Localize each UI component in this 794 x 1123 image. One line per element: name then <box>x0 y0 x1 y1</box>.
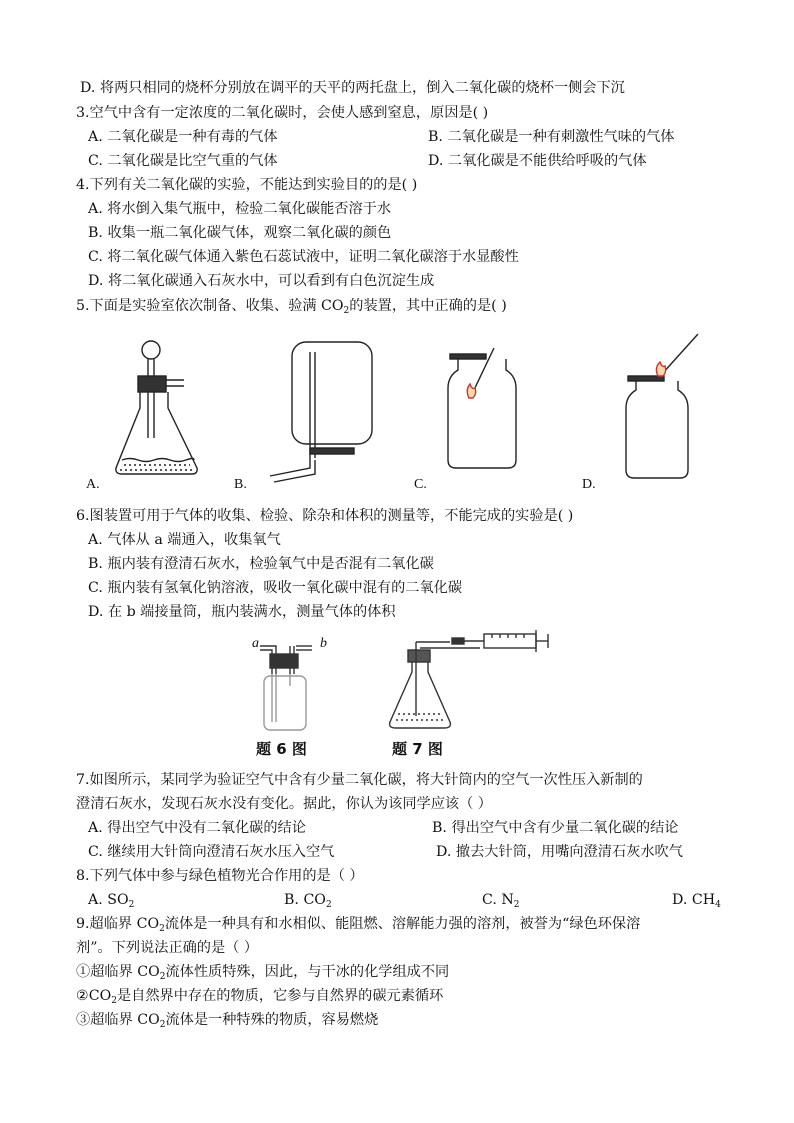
q7-option-b: B. 得出空气中含有少量二氧化碳的结论 <box>432 820 679 836</box>
flame-icon <box>656 362 665 376</box>
q8-option-b: B. $CO_2$ <box>284 892 332 910</box>
q3-option-b: B. 二氧化碳是一种有刺激性气味的气体 <box>428 129 675 145</box>
q7-option-a: A. 得出空气中没有二氧化碳的结论 <box>88 820 306 836</box>
q4-option-b: B. 收集一瓶二氧化碳气体，观察二氧化碳的颜色 <box>88 225 392 241</box>
q9-stem-line1: 9.超临界 $CO_2$流体是一种具有和水相似、能阻燃、溶解能力强的溶剂，被誉为“绿色环保溶 <box>76 916 641 934</box>
gas-bottle-icon <box>448 348 516 468</box>
flask-apparatus-icon <box>390 642 480 728</box>
q6-stem: 6.图装置可用于气体的收集、检验、除杂和体积的测量等，不能完成的实验是( ) <box>76 508 574 524</box>
flask-apparatus-icon <box>116 341 197 474</box>
q3-option-c: C. 二氧化碳是比空气重的气体 <box>88 153 278 169</box>
q8-stem: 8.下列气体中参与绿色植物光合作用的是（ ） <box>76 868 364 884</box>
q9-item-1: ①超临界 $CO_2$流体性质特殊，因此，与干冰的化学组成不同 <box>76 964 450 982</box>
q4-option-c: C. 将二氧化碳气体通入紫色石蕊试液中，证明二氧化碳溶于水显酸性 <box>88 249 519 265</box>
q3-option-a: A. 二氧化碳是一种有毒的气体 <box>88 129 278 145</box>
q9-item-2: $②CO_2$是自然界中存在的物质，它参与自然界的碳元素循环 <box>76 988 444 1006</box>
q3-stem: 3.空气中含有一定浓度的二氧化碳时，会使人感到窒息，原因是( ) <box>76 105 489 121</box>
q8-option-c: C. $N_2$ <box>482 892 520 910</box>
q7-stem-line1: 7.如图所示，某同学为验证空气中含有少量二氧化碳，将大针筒内的空气一次性压入新制的 <box>76 772 643 788</box>
q7-option-c: C. 继续用大针筒向澄清石灰水压入空气 <box>88 844 335 860</box>
q9-stem-line2: 剂”。下列说法正确的是（ ） <box>76 940 259 956</box>
q5-label-d: D. <box>582 477 596 492</box>
gas-bottle-icon <box>260 646 312 730</box>
q8-option-d: D. $CH_4$ <box>672 892 721 910</box>
gas-bottle-icon <box>270 342 372 482</box>
q8-option-a: A. $SO_2$ <box>88 892 135 910</box>
q3-option-d: D. 二氧化碳是不能供给呼吸的气体 <box>428 153 647 169</box>
q6-option-a: A. 气体从 a 端通入，收集氧气 <box>88 532 281 548</box>
q2-option-d: D. 将两只相同的烧杯分别放在调平的天平的两托盘上，倒入二氧化碳的烧杯一侧会下沉 <box>80 80 625 96</box>
q6-q7-figures <box>230 626 560 740</box>
fig6-caption: 题 6 图 <box>256 740 307 758</box>
fig6-label-a: a <box>252 636 259 651</box>
q5-apparatus-figures <box>80 328 720 494</box>
q4-option-a: A. 将水倒入集气瓶中，检验二氧化碳能否溶于水 <box>88 201 392 217</box>
flame-icon <box>467 384 475 398</box>
fig6-label-b: b <box>320 636 327 651</box>
q4-stem: 4.下列有关二氧化碳的实验，不能达到实验目的的是( ) <box>76 177 418 193</box>
q6-option-d: D. 在 b 端接量筒，瓶内装满水，测量气体的体积 <box>88 604 396 620</box>
q5-stem: 5.下面是实验室依次制备、收集、验满 $CO_2$的装置，其中正确的是( ) <box>76 298 507 316</box>
q5-label-b: B. <box>234 477 247 492</box>
q9-item-3: ③超临界 $CO_2$流体是一种特殊的物质，容易燃烧 <box>76 1012 379 1030</box>
q7-option-d: D. 撤去大针筒，用嘴向澄清石灰水吹气 <box>436 844 683 860</box>
q4-option-d: D. 将二氧化碳通入石灰水中，可以看到有白色沉淀生成 <box>88 273 435 289</box>
q5-label-c: C. <box>414 477 427 492</box>
fig7-caption: 题 7 图 <box>392 740 443 758</box>
syringe-icon <box>452 630 548 652</box>
q6-option-b: B. 瓶内装有澄清石灰水，检验氧气中是否混有二氧化碳 <box>88 556 434 572</box>
q7-stem-line2: 澄清石灰水，发现石灰水没有变化。据此，你认为该同学应该（ ） <box>76 796 492 812</box>
q5-label-a: A. <box>86 477 100 492</box>
q6-option-c: C. 瓶内装有氢氧化钠溶液，吸收一氧化碳中混有的二氧化碳 <box>88 580 463 596</box>
gas-bottle-icon <box>626 334 698 478</box>
